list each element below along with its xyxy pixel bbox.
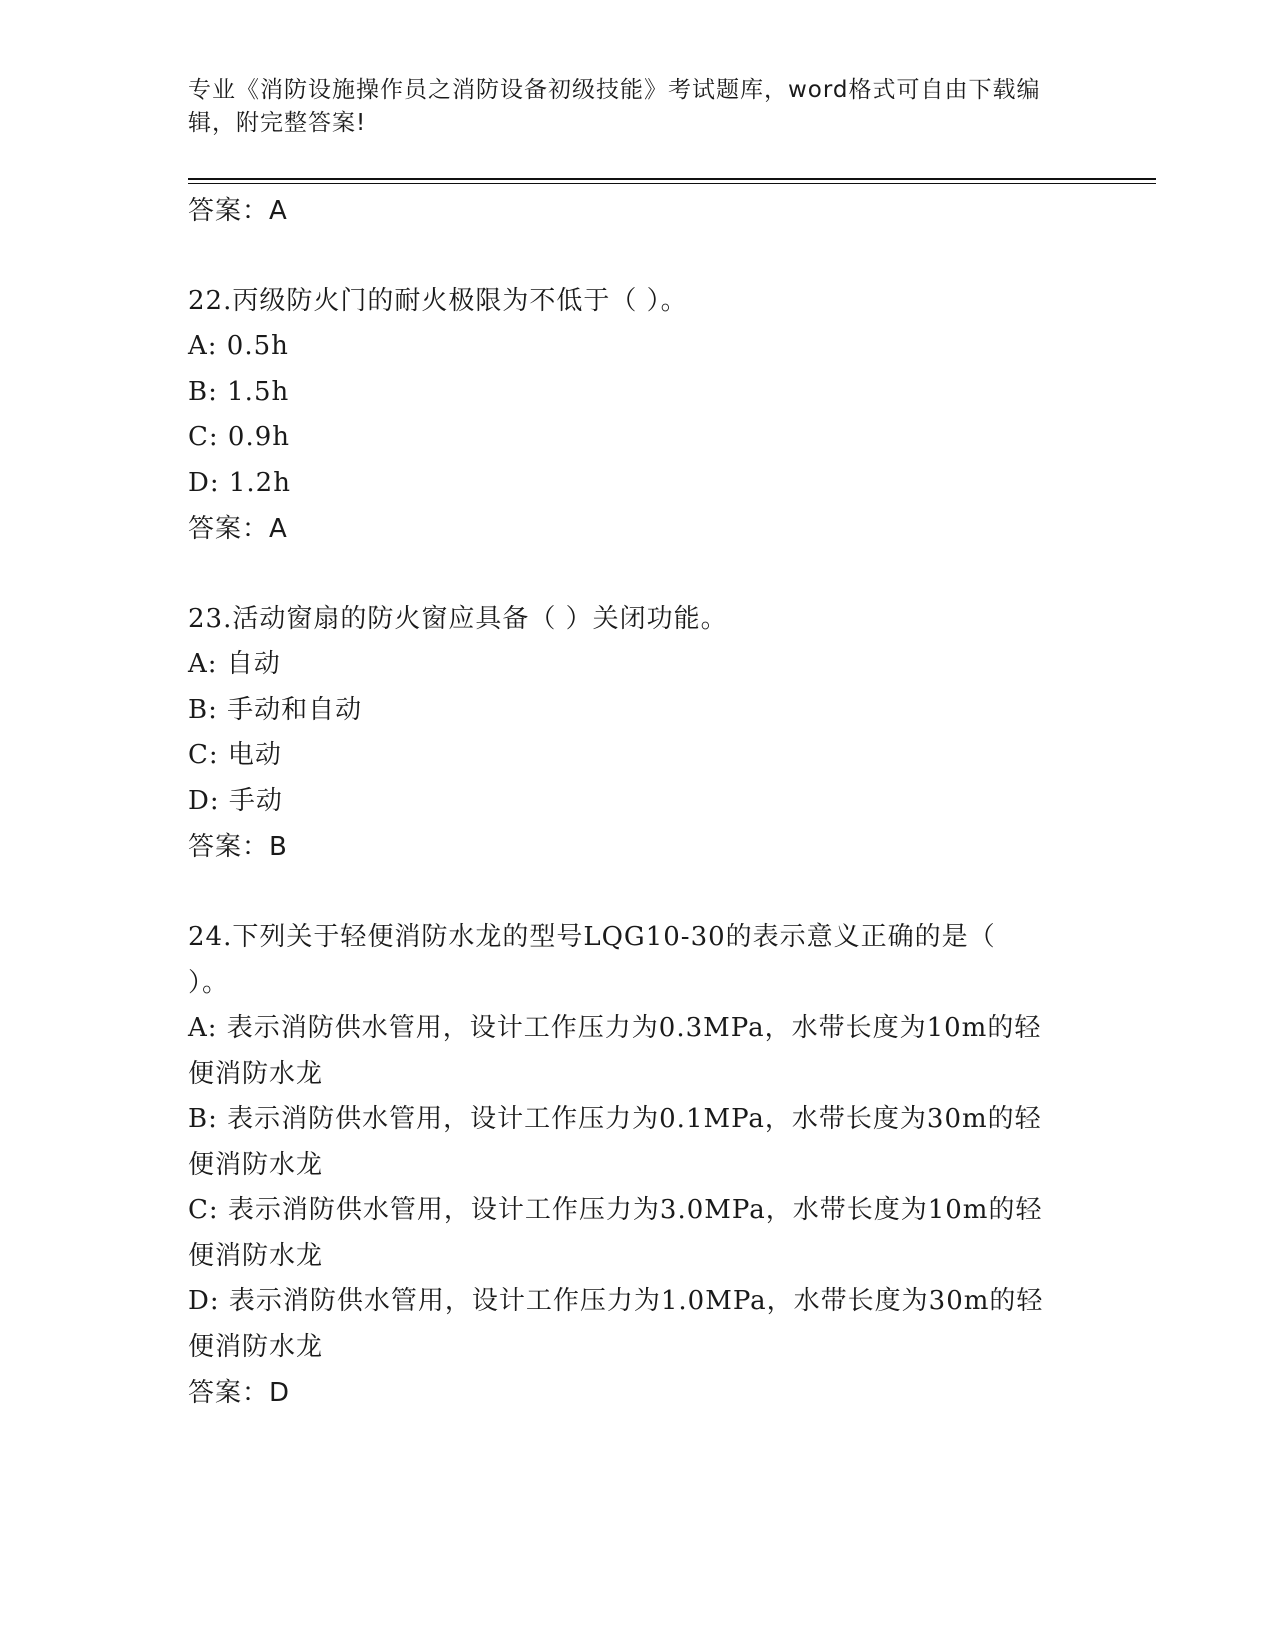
answer-option	[188, 1097, 1088, 1188]
answer-option-line: C: 表示消防供水管用，设计工作压力为3.0MPa，水带长度为10m的轻	[188, 1195, 1043, 1225]
answer-option	[188, 1279, 1088, 1370]
answer-option	[188, 1188, 1088, 1279]
question-stem-line: 24.下列关于轻便消防水龙的型号LQG10-30的表示意义正确的是（	[188, 922, 996, 952]
question-stem-line: 23.活动窗扇的防火窗应具备（ ）关闭功能。	[188, 604, 728, 634]
answer-option	[188, 733, 1088, 779]
answer-option	[188, 779, 1088, 825]
header-line-1: 专业《消防设施操作员之消防设备初级技能》考试题库，word格式可自由下载编	[188, 77, 1041, 103]
answer-option-line: C: 电动	[188, 740, 282, 770]
question-stem-line: 22.丙级防火门的耐火极限为不低于（ ）。	[188, 286, 688, 316]
question-list	[188, 188, 1088, 1460]
spacer	[188, 234, 1088, 278]
document-header	[188, 74, 1068, 140]
answer-option-line: 便消防水龙	[188, 1149, 324, 1180]
answer-line: 答案：D	[188, 1378, 291, 1408]
question-stem	[188, 914, 1088, 1006]
answer-option	[188, 415, 1088, 461]
answer-option	[188, 642, 1088, 688]
question-stem	[188, 278, 1088, 324]
question-block	[188, 278, 1088, 596]
spacer	[188, 870, 1088, 914]
answer-line: 答案：B	[188, 832, 288, 862]
answer-option-line: 便消防水龙	[188, 1240, 324, 1271]
header-divider-thin	[188, 183, 1156, 184]
answer-option-line: B: 表示消防供水管用，设计工作压力为0.1MPa，水带长度为30m的轻	[188, 1104, 1042, 1134]
answer-option-line: C: 0.9h	[188, 422, 291, 452]
spacer	[188, 1416, 1088, 1460]
questions-container	[188, 278, 1088, 1460]
header-divider-thick	[188, 178, 1156, 180]
question-stem-line: ）。	[188, 968, 230, 998]
question-stem	[188, 596, 1088, 642]
answer-option-line: 便消防水龙	[188, 1058, 324, 1089]
answer-line: 答案：A	[188, 196, 288, 226]
answer-option-line: A: 自动	[188, 649, 281, 679]
answer-option	[188, 688, 1088, 734]
answer-option-line: B: 1.5h	[188, 376, 290, 407]
answer-option	[188, 324, 1088, 370]
answer-option-line: D: 1.2h	[188, 467, 291, 498]
answer-option	[188, 370, 1088, 416]
answer-option	[188, 1006, 1088, 1097]
question-block	[188, 596, 1088, 914]
answer-option-line: D: 表示消防供水管用，设计工作压力为1.0MPa，水带长度为30m的轻	[188, 1286, 1044, 1316]
answer-option-line: B: 手动和自动	[188, 694, 363, 725]
answer-option-line: D: 手动	[188, 785, 283, 816]
answer-line: 答案：A	[188, 514, 288, 544]
answer-option-line: 便消防水龙	[188, 1331, 324, 1362]
answer-option	[188, 461, 1088, 507]
question-block	[188, 914, 1088, 1460]
header-line-2: 辑，附完整答案!	[188, 110, 367, 136]
spacer	[188, 552, 1088, 596]
answer-option-line: A: 表示消防供水管用，设计工作压力为0.3MPa，水带长度为10m的轻	[188, 1013, 1042, 1043]
answer-option-line: A: 0.5h	[188, 331, 289, 361]
